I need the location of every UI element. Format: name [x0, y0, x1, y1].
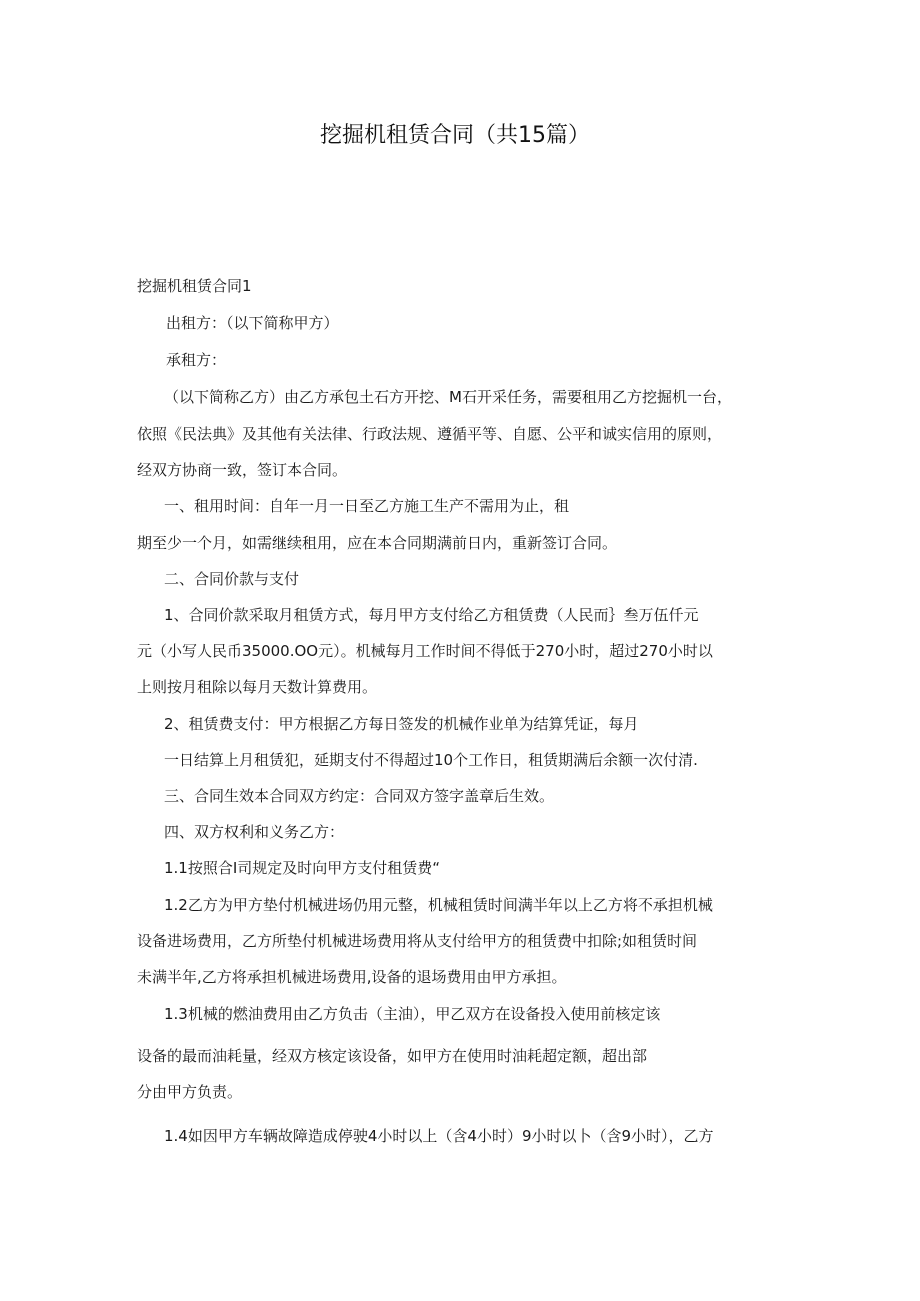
- paragraph-line: （以下简称乙方）由乙方承包土石方开挖、M石开采任务，需要租用乙方挖掘机一台，: [164, 388, 732, 406]
- paragraph-line: 2、租赁费支付：甲方根据乙方每日签发的机械作业单为结算凭证，每月: [164, 715, 639, 733]
- paragraph-line: 1、合同价款采取月租赁方式，每月甲方支付给乙方租赁费（人民而｝叁万伍仟元: [164, 606, 699, 624]
- paragraph-line: 未满半年,乙方将承担机械进场费用,设备的退场费用由甲方承担。: [137, 968, 567, 986]
- paragraph-line: 1.4如因甲方车辆故障造成停驶4小时以上（含4小时）9小时以卜（含9小时），乙方: [164, 1127, 714, 1145]
- paragraph-line: 一、租用时间：自年一月一日至乙方施工生产不需用为止，租: [164, 497, 570, 515]
- paragraph-line: 1.3机械的燃油费用由乙方负击（主油），甲乙双方在设备投入使用前核定该: [164, 1005, 661, 1023]
- paragraph-line: 出租方：（以下简称甲方）: [166, 314, 339, 332]
- paragraph-line: 三、合同生效本合同双方约定：合同双方签字盖章后生效。: [164, 787, 555, 805]
- paragraph-line: 1.2乙方为甲方垫付机械进场仍用元整，机械租赁时间满半年以上乙方将不承担机械: [164, 896, 713, 914]
- paragraph-line: 二、合同价款与支付: [164, 570, 300, 588]
- section-heading: 挖掘机租赁合同1: [137, 277, 252, 295]
- paragraph-line: 期至少一个月，如需继续租用，应在本合同期满前日内，重新签订合同。: [137, 534, 618, 552]
- paragraph-line: 依照《民法典》及其他有关法律、行政法规、遵循平等、自愿、公平和诚实信用的原则，: [137, 425, 723, 443]
- paragraph-line: 分由甲方负责。: [137, 1083, 243, 1101]
- paragraph-line: 一日结算上月租赁犯，延期支付不得超过10个工作日，租赁期满后余额一次付清.: [164, 751, 698, 769]
- paragraph-line: 承租方：: [166, 351, 227, 369]
- paragraph-line: 设备进场费用，乙方所垫付机械进场费用将从支付给甲方的租赁费中扣除;如租赁时间: [137, 932, 698, 950]
- paragraph-line: 四、双方权利和义务乙方：: [164, 823, 345, 841]
- paragraph-line: 上则按月租除以每月天数计算费用。: [137, 678, 378, 696]
- paragraph-line: 1.1按照合I司规定及时向甲方支付租赁费“: [164, 859, 441, 877]
- paragraph-line: 元（小写人民币35000.OO元）。机械每月工作时间不得低于270小时，超过270小时以: [137, 642, 713, 660]
- paragraph-line: 设备的最而油耗量，经双方核定该设备，如甲方在使用时油耗超定额，超出部: [137, 1047, 648, 1065]
- paragraph-line: 经双方协商一致，签订本合同。: [137, 461, 348, 479]
- document-title: 挖掘机租赁合同（共15篇）: [320, 123, 590, 148]
